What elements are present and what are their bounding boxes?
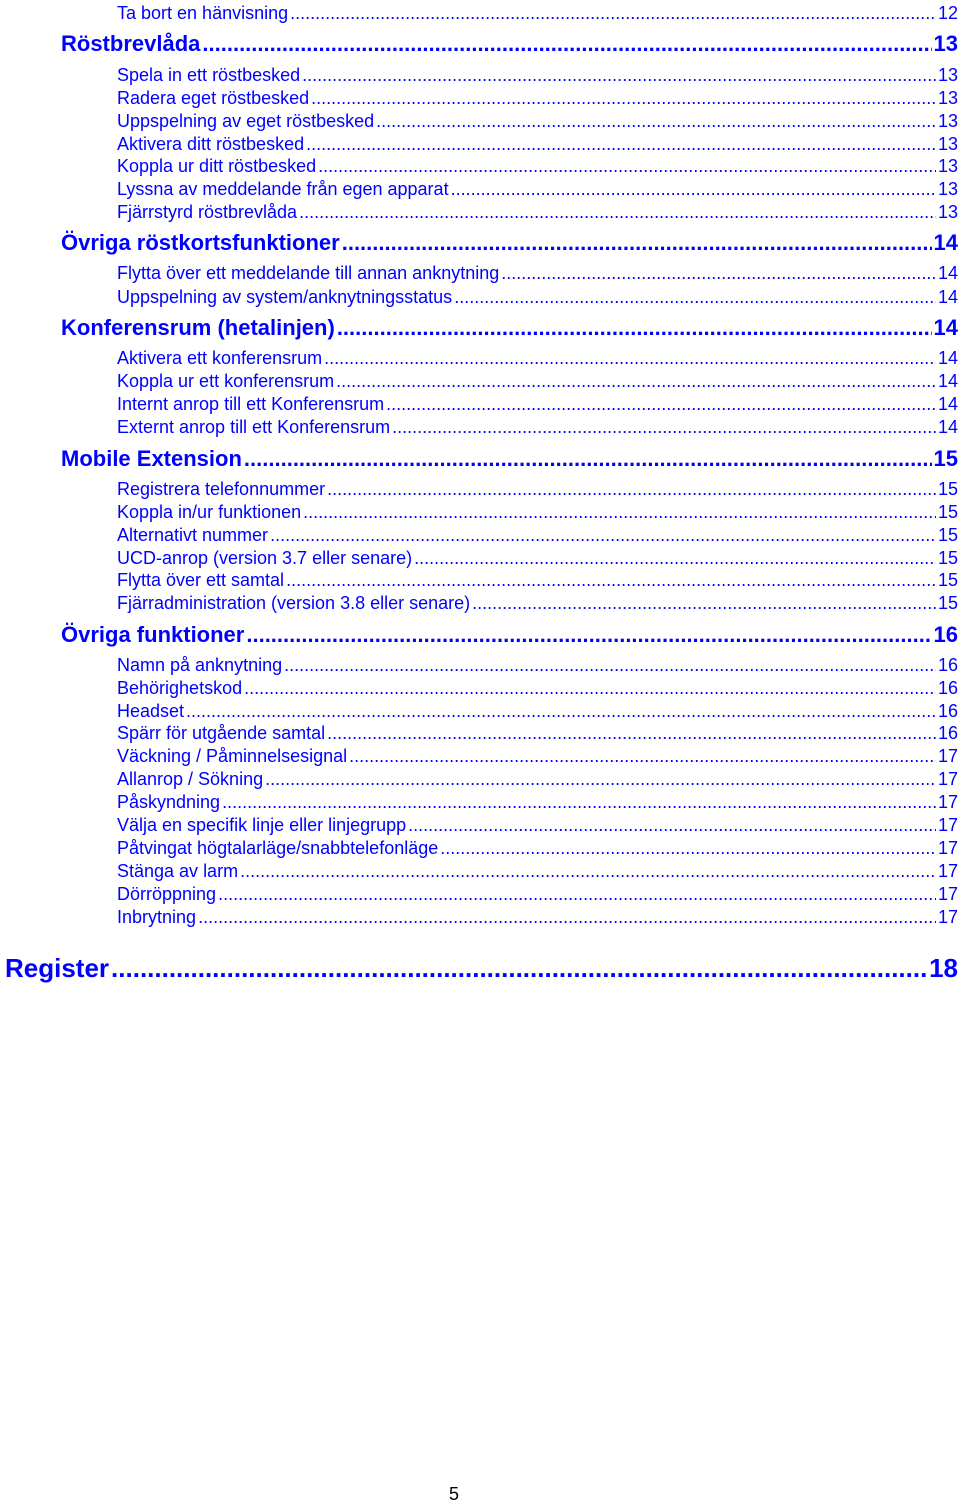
dot-leader [244,446,932,472]
toc-entry-title: Aktivera ett konferensrum [117,348,323,368]
toc-entry-title: Register [5,953,110,983]
toc-entry-page: 15 [937,548,958,568]
toc-entry-page: 13 [937,65,958,85]
dot-leader [222,791,936,813]
toc-entry-title: Påtvingat högtalarläge/snabbtelefonläge [117,838,439,858]
toc-entry-page: 14 [937,417,958,437]
dot-leader [451,178,936,200]
toc-entry-title: Alternativt nummer [117,525,269,545]
dot-leader [342,230,932,256]
toc-entry-title: Uppspelning av system/anknytningsstatus [117,287,453,307]
toc-entry-page: 14 [933,315,958,340]
dot-leader [290,2,936,24]
toc-entry[interactable] [117,883,958,905]
toc-entry[interactable] [117,478,958,500]
toc-entry[interactable] [117,178,958,200]
toc-entry[interactable] [117,416,958,438]
toc-entry-page: 16 [933,622,958,647]
toc-entry[interactable] [117,286,958,308]
toc-entry-title: Spela in ett röstbesked [117,65,301,85]
toc-entry-page: 13 [937,156,958,176]
dot-leader [327,478,936,500]
toc-entry-page: 17 [937,907,958,927]
toc-entry[interactable] [117,547,958,569]
toc-entry-page: 14 [937,287,958,307]
toc-entry-title: Allanrop / Sökning [117,769,264,789]
toc-entry-page: 15 [937,570,958,590]
toc-entry[interactable] [117,2,958,24]
dot-leader [284,654,936,676]
toc-entry-title: Dörröppning [117,884,217,904]
toc-entry-title: Registrera telefonnummer [117,479,326,499]
toc-chapter-heading[interactable] [5,953,958,983]
toc-entry-page: 13 [933,31,958,56]
toc-entry-title: Väckning / Påminnelsesignal [117,746,348,766]
toc-entry-page: 15 [937,479,958,499]
toc-entry-title: Fjärradministration (version 3.8 eller senare) [117,593,471,613]
toc-entry-page: 17 [937,861,958,881]
toc-entry-page: 12 [937,3,958,23]
toc-entry-page: 17 [937,792,958,812]
toc-entry-page: 16 [937,678,958,698]
dot-leader [286,569,936,591]
toc-entry[interactable] [117,569,958,591]
page-number: 5 [448,1484,459,1504]
toc-entry[interactable] [117,677,958,699]
toc-entry[interactable] [117,700,958,722]
toc-section-heading[interactable] [61,315,958,341]
toc-entry-page: 17 [937,746,958,766]
toc-entry-page: 13 [937,179,958,199]
toc-section-heading[interactable] [61,230,958,256]
toc-entry-title: Externt anrop till ett Konferensrum [117,417,391,437]
dot-leader [299,201,936,223]
toc-entry-page: 13 [937,202,958,222]
toc-entry[interactable] [117,906,958,928]
toc-entry[interactable] [117,155,958,177]
toc-entry-title: Röstbrevlåda [61,31,201,56]
toc-entry-page: 14 [937,371,958,391]
toc-entry-page: 17 [937,838,958,858]
toc-entry-page: 15 [937,525,958,545]
dot-leader [270,524,936,546]
toc-entry-title: Behörighetskod [117,678,243,698]
toc-entry-title: Lyssna av meddelande från egen apparat [117,179,449,199]
toc-entry[interactable] [117,768,958,790]
dot-leader [265,768,936,790]
dot-leader [240,860,936,882]
dot-leader [501,262,936,284]
toc-entry-title: Inbrytning [117,907,197,927]
toc-entry-page: 14 [937,348,958,368]
toc-entry[interactable] [117,87,958,109]
toc-entry-page: 13 [937,134,958,154]
dot-leader [376,110,936,132]
toc-entry-page: 14 [937,263,958,283]
dot-leader [186,700,936,722]
toc-entry-page: 13 [937,88,958,108]
dot-leader [386,393,936,415]
toc-entry-page: 17 [937,884,958,904]
dot-leader [408,814,936,836]
dot-leader [472,592,936,614]
toc-entry-page: 17 [937,769,958,789]
dot-leader [202,31,931,57]
dot-leader [336,370,936,392]
toc-entry[interactable] [117,347,958,369]
toc-entry[interactable] [117,501,958,523]
toc-entry[interactable] [117,654,958,676]
dot-leader [302,64,936,86]
toc-entry-title: Headset [117,701,185,721]
toc-entry-title: Flytta över ett meddelande till annan anknytning [117,263,500,283]
toc-entry-page: 14 [933,230,958,255]
toc-entry[interactable] [117,592,958,614]
dot-leader [306,133,936,155]
toc-entry-page: 18 [929,953,958,983]
toc-entry-page: 14 [937,394,958,414]
toc-entry-title: Internt anrop till ett Konferensrum [117,394,385,414]
toc-entry-page: 15 [933,446,958,471]
toc-entry[interactable] [117,393,958,415]
dot-leader [318,155,936,177]
dot-leader [324,347,936,369]
toc-section-heading[interactable] [61,446,958,472]
dot-leader [246,622,931,648]
toc-entry[interactable] [117,814,958,836]
toc-entry[interactable] [117,837,958,859]
toc-entry-title: Konferensrum (hetalinjen) [61,315,335,340]
toc-entry[interactable] [117,133,958,155]
toc-section-heading[interactable] [61,31,958,57]
toc-entry[interactable] [117,791,958,813]
toc-entry-page: 16 [937,655,958,675]
dot-leader [327,722,936,744]
toc-entry-title: Flytta över ett samtal [117,570,285,590]
dot-leader [218,883,936,905]
toc-entry-title: UCD-anrop (version 3.7 eller senare) [117,548,413,568]
toc-entry-title: Påskyndning [117,792,221,812]
toc-entry[interactable] [117,745,958,767]
dot-leader [244,677,936,699]
toc-entry[interactable] [117,370,958,392]
toc-entry[interactable] [117,524,958,546]
toc-entry-title: Koppla ur ditt röstbesked [117,156,317,176]
toc-entry-page: 13 [937,111,958,131]
dot-leader [303,501,936,523]
toc-entry-page: 17 [937,815,958,835]
toc-entry-page: 16 [937,701,958,721]
dot-leader [440,837,936,859]
dot-leader [349,745,936,767]
toc-entry-title: Radera eget röstbesked [117,88,310,108]
toc-entry-title: Övriga funktioner [61,622,245,647]
toc-entry-title: Koppla ur ett konferensrum [117,371,335,391]
toc-entry-title: Välja en specifik linje eller linjegrupp [117,815,407,835]
dot-leader [198,906,936,928]
dot-leader [337,315,932,341]
toc-entry[interactable] [117,722,958,744]
toc-entry-title: Övriga röstkortsfunktioner [61,230,340,255]
toc-entry[interactable] [117,262,958,284]
toc-entry[interactable] [117,110,958,132]
toc-entry-title: Uppspelning av eget röstbesked [117,111,375,131]
toc-entry[interactable] [117,64,958,86]
toc-entry-title: Fjärrstyrd röstbrevlåda [117,202,298,222]
dot-leader [392,416,936,438]
toc-entry[interactable] [117,860,958,882]
toc-entry[interactable] [117,201,958,223]
toc-entry-page: 16 [937,723,958,743]
toc-entry-title: Koppla in/ur funktionen [117,502,302,522]
toc-entry-title: Ta bort en hänvisning [117,3,289,23]
dot-leader [311,87,936,109]
dot-leader [111,953,927,983]
toc-section-heading[interactable] [61,622,958,648]
toc-entry-page: 15 [937,502,958,522]
toc-entry-title: Namn på anknytning [117,655,283,675]
dot-leader [414,547,936,569]
dot-leader [454,286,936,308]
toc-entry-title: Mobile Extension [61,446,242,471]
toc-entry-title: Spärr för utgående samtal [117,723,326,743]
toc-entry-page: 15 [937,593,958,613]
toc-entry-title: Aktivera ditt röstbesked [117,134,305,154]
toc-entry-title: Stänga av larm [117,861,239,881]
